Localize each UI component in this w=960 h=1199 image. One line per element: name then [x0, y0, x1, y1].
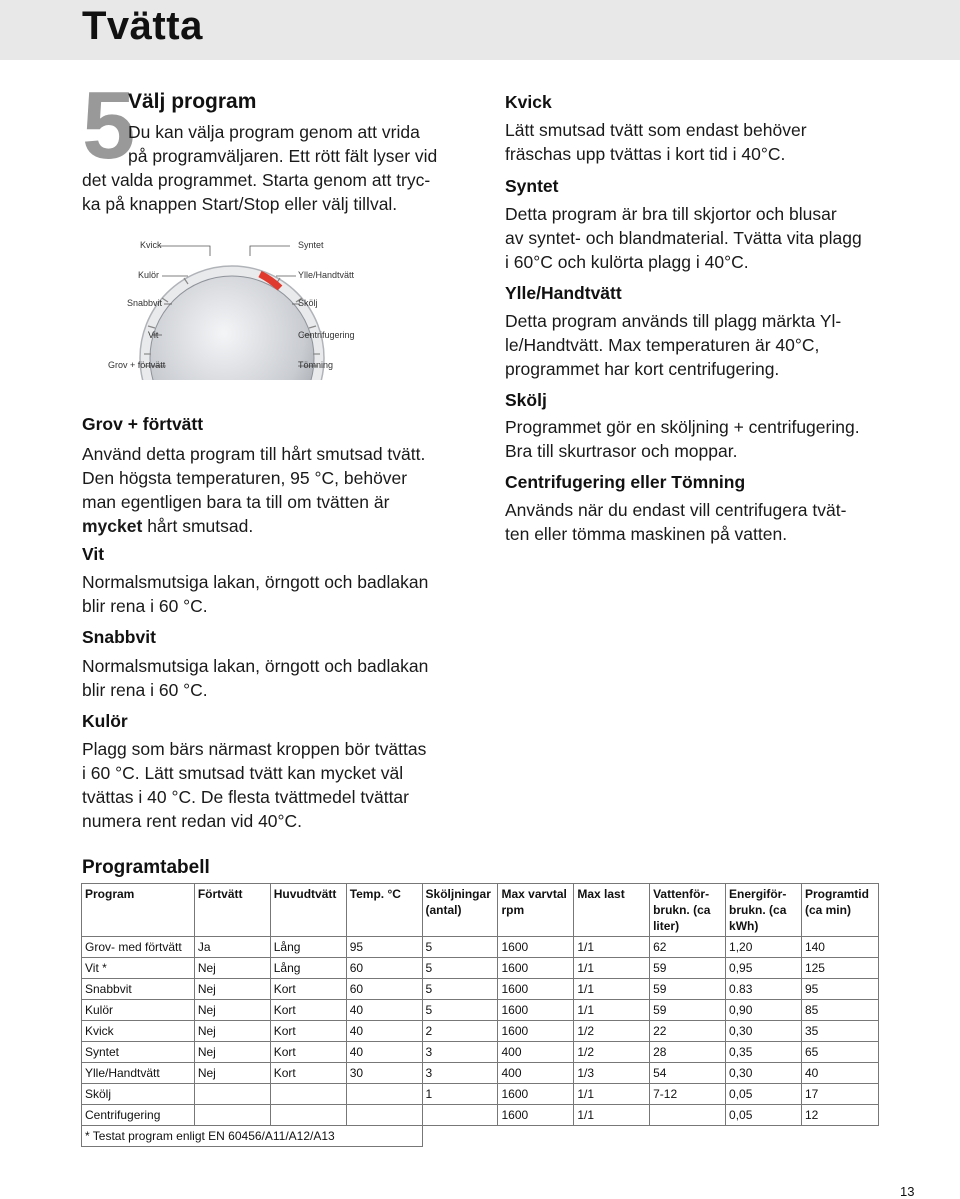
table-cell: 1600: [498, 958, 574, 979]
table-cell: 59: [650, 979, 726, 1000]
section-text-vit: [82, 570, 428, 618]
table-cell: 30: [346, 1063, 422, 1084]
section-heading-syntet: Syntet: [505, 176, 559, 196]
table-cell: Syntet: [82, 1042, 195, 1063]
table-cell: Nej: [194, 1042, 270, 1063]
table-cell: 400: [498, 1042, 574, 1063]
table-cell: 1,20: [726, 937, 802, 958]
dial-label-kvick: Kvick: [140, 240, 162, 250]
column-header: [801, 884, 878, 937]
section-heading-centrifugering: Centrifugering eller Tömning: [505, 472, 746, 492]
column-header-line: (ca min): [804, 903, 851, 917]
table-cell: Nej: [194, 979, 270, 1000]
table-cell: Kvick: [82, 1021, 195, 1042]
section-text-grov: [82, 442, 425, 538]
table-cell: 3: [422, 1042, 498, 1063]
table-cell: 40: [346, 1021, 422, 1042]
text-line: Bra till skurtrasor och moppar.: [505, 441, 738, 461]
column-header: [82, 884, 195, 937]
table-cell: 1600: [498, 1105, 574, 1126]
table-cell: 1/1: [574, 937, 650, 958]
table-row: [82, 979, 879, 1000]
text-line: le/Handtvätt. Max temperaturen är 40°C,: [505, 335, 820, 355]
text-line: Normalsmutsiga lakan, örngott och badlakan: [82, 572, 429, 592]
column-header: [346, 884, 422, 937]
table-cell: Nej: [194, 958, 270, 979]
table-cell: 1: [422, 1084, 498, 1105]
section-heading-kvick: Kvick: [505, 92, 552, 112]
table-cell: [270, 1084, 346, 1105]
table-cell: Grov- med förtvätt: [82, 937, 195, 958]
section-heading-vit: Vit: [82, 544, 105, 564]
table-cell: 1/1: [574, 979, 650, 1000]
table-cell: 0,05: [726, 1105, 802, 1126]
text-line: Lätt smutsad tvätt som endast behöver: [505, 120, 807, 140]
step-line: Du kan välja program genom att vrida: [128, 122, 420, 142]
table-cell: Kort: [270, 979, 346, 1000]
column-header: [270, 884, 346, 937]
table-cell: 1600: [498, 1000, 574, 1021]
table-cell: 1/2: [574, 1021, 650, 1042]
table-cell: 1600: [498, 1084, 574, 1105]
table-cell: 62: [650, 937, 726, 958]
table-cell: 85: [801, 1000, 878, 1021]
section-text-syntet: [505, 202, 862, 274]
table-cell: Kort: [270, 1063, 346, 1084]
text-line-rest: hårt smutsad.: [142, 516, 254, 536]
table-cell: 95: [801, 979, 878, 1000]
table-cell: 1/2: [574, 1042, 650, 1063]
section-text-kvick: [505, 118, 807, 166]
text-line: ten eller tömma maskinen på vatten.: [505, 524, 788, 544]
dial-label-kulor: Kulör: [138, 270, 160, 280]
table-row: [82, 1021, 879, 1042]
column-header-line: Huvudtvätt: [273, 887, 337, 901]
table-cell: Vit *: [82, 958, 195, 979]
table-cell: Ylle/Handtvätt: [82, 1063, 195, 1084]
table-cell: 140: [801, 937, 878, 958]
table-row: [82, 1042, 879, 1063]
dial-label-grov: Grov + förtvätt: [108, 360, 166, 370]
text-line: numera rent redan vid 40°C.: [82, 811, 303, 831]
text-line: fräschas upp tvättas i kort tid i 40°C.: [505, 144, 786, 164]
table-cell: Nej: [194, 1021, 270, 1042]
table-cell: 7-12: [650, 1084, 726, 1105]
table-body: [82, 937, 879, 1147]
table-footnote: * Testat program enligt EN 60456/A11/A12/A13: [82, 1126, 423, 1147]
table-cell: 0,90: [726, 1000, 802, 1021]
table-cell: 5: [422, 937, 498, 958]
column-header-line: Max last: [577, 887, 625, 901]
table-cell: 0.83: [726, 979, 802, 1000]
table-cell: Snabbvit: [82, 979, 195, 1000]
table-cell: 0,30: [726, 1063, 802, 1084]
table-cell: 40: [801, 1063, 878, 1084]
table-cell: Nej: [194, 1000, 270, 1021]
text-line: Används när du endast vill centrifugera tvät-: [505, 500, 847, 520]
header-row: [82, 884, 879, 937]
program-table: [81, 883, 879, 1147]
text-line: Plagg som bärs närmast kroppen bör tvättas: [82, 739, 427, 759]
table-cell: Kort: [270, 1042, 346, 1063]
emphasis-word: mycket: [82, 516, 143, 536]
table-cell: 1/1: [574, 1105, 650, 1126]
section-text-skolj: [505, 415, 860, 463]
table-row: [82, 1063, 879, 1084]
text-line: man egentligen bara ta till om tvätten är: [82, 492, 390, 512]
table-cell: [270, 1105, 346, 1126]
dial-label-skolj: Skölj: [298, 298, 318, 308]
dial-label-centrifugering: Centrifugering: [298, 330, 355, 340]
table-cell: [194, 1105, 270, 1126]
table-cell: 0,05: [726, 1084, 802, 1105]
table-cell: 65: [801, 1042, 878, 1063]
table-cell: 28: [650, 1042, 726, 1063]
column-header-line: brukn. (ca: [653, 903, 711, 917]
table-cell: [194, 1084, 270, 1105]
table-cell: 1/1: [574, 1084, 650, 1105]
table-cell: 1/3: [574, 1063, 650, 1084]
table-cell: 3: [422, 1063, 498, 1084]
table-cell: Nej: [194, 1063, 270, 1084]
text-line: i 60°C och kulörta plagg i 40°C.: [505, 252, 749, 272]
dial-label-vit: Vit: [148, 330, 159, 340]
step-line: på programväljaren. Ett rött fält lyser vid: [128, 146, 438, 166]
table-cell: 59: [650, 1000, 726, 1021]
dial-label-ylle: Ylle/Handtvätt: [298, 270, 355, 280]
text-line: av syntet- och blandmaterial. Tvätta vita plagg: [505, 228, 862, 248]
text-line: tvättas i 40 °C. De flesta tvättmedel tvättar: [82, 787, 409, 807]
table-row: [82, 1084, 879, 1105]
text-line: Detta program används till plagg märkta Yl-: [505, 311, 842, 331]
dial-label-snabbvit: Snabbvit: [127, 298, 163, 308]
table-cell: Skölj: [82, 1084, 195, 1105]
table-cell: 22: [650, 1021, 726, 1042]
dial-label-tomning: Tömning: [298, 360, 334, 370]
column-header-line: Energiför-: [729, 887, 787, 901]
table-cell: 12: [801, 1105, 878, 1126]
column-header: [422, 884, 498, 937]
column-header-line: Sköljningar: [425, 887, 491, 901]
table-cell: Kulör: [82, 1000, 195, 1021]
table-cell: Kort: [270, 1021, 346, 1042]
table-cell: 1/1: [574, 1000, 650, 1021]
table-cell: 5: [422, 958, 498, 979]
table-cell: 5: [422, 1000, 498, 1021]
column-header: [650, 884, 726, 937]
table-cell: 35: [801, 1021, 878, 1042]
table-cell: Lång: [270, 958, 346, 979]
table-title: Programtabell: [82, 857, 210, 878]
section-text-ylle: [505, 309, 841, 381]
section-heading-snabbvit: Snabbvit: [82, 627, 156, 647]
column-header: [726, 884, 802, 937]
table-cell: [346, 1084, 422, 1105]
step-body: [82, 120, 462, 216]
table-cell: Centrifugering: [82, 1105, 195, 1126]
table-cell: [650, 1105, 726, 1126]
column-header: [574, 884, 650, 937]
text-line: Den högsta temperaturen, 95 °C, behöver: [82, 468, 408, 488]
footnote-row: [82, 1126, 879, 1147]
section-heading-grov: Grov + förtvätt: [82, 414, 204, 434]
step-number: 5: [82, 72, 136, 179]
section-text-kulor: [82, 737, 426, 833]
text-line: Normalsmutsiga lakan, örngott och badlakan: [82, 656, 429, 676]
text-line: [82, 514, 425, 538]
section-heading-kulor: Kulör: [82, 711, 128, 731]
table-cell: 1600: [498, 1021, 574, 1042]
table-row: [82, 1000, 879, 1021]
table-cell: Lång: [270, 937, 346, 958]
table-cell: 0,30: [726, 1021, 802, 1042]
table-empty-cell: [422, 1126, 878, 1147]
table-cell: [422, 1105, 498, 1126]
table-cell: 0,35: [726, 1042, 802, 1063]
table-cell: 54: [650, 1063, 726, 1084]
column-header: [498, 884, 574, 937]
section-heading-skolj: Skölj: [505, 390, 547, 410]
page-number: 13: [900, 1184, 915, 1199]
table-cell: 1600: [498, 937, 574, 958]
section-heading-ylle: Ylle/Handtvätt: [505, 283, 622, 303]
text-line: programmet har kort centrifugering.: [505, 359, 780, 379]
table-cell: 40: [346, 1000, 422, 1021]
column-header-line: (antal): [425, 903, 462, 917]
column-header-line: Max varvtal: [501, 887, 567, 901]
text-line: Detta program är bra till skjortor och blusar: [505, 204, 837, 224]
table-header: [82, 884, 879, 937]
dial-label-syntet: Syntet: [298, 240, 324, 250]
table-cell: 5: [422, 979, 498, 1000]
text-line: blir rena i 60 °C.: [82, 680, 208, 700]
table-cell: 0,95: [726, 958, 802, 979]
column-header-line: Temp. °C: [349, 887, 401, 901]
table-cell: 125: [801, 958, 878, 979]
column-header-line: liter): [653, 919, 680, 933]
table-cell: 60: [346, 979, 422, 1000]
table-cell: 2: [422, 1021, 498, 1042]
table-cell: Kort: [270, 1000, 346, 1021]
table-row: [82, 958, 879, 979]
program-dial: [100, 230, 400, 380]
table-cell: 95: [346, 937, 422, 958]
column-header-line: Vattenför-: [653, 887, 710, 901]
column-header-line: Program: [85, 887, 135, 901]
table-cell: [346, 1105, 422, 1126]
table-cell: 60: [346, 958, 422, 979]
column-header-line: Förtvätt: [197, 887, 243, 901]
table-cell: 40: [346, 1042, 422, 1063]
column-header-line: kWh): [729, 919, 759, 933]
table-row: [82, 1105, 879, 1126]
column-header: [194, 884, 270, 937]
column-header-line: Programtid: [804, 887, 869, 901]
section-text-snabbvit: [82, 654, 428, 702]
table-cell: Ja: [194, 937, 270, 958]
text-line: Programmet gör en sköljning + centrifugering.: [505, 417, 860, 437]
text-line: blir rena i 60 °C.: [82, 596, 208, 616]
table-row: [82, 937, 879, 958]
step-line: ka på knappen Start/Stop eller välj tillval.: [82, 194, 398, 214]
column-header-line: rpm: [501, 903, 525, 917]
text-line: i 60 °C. Lätt smutsad tvätt kan mycket väl: [82, 763, 404, 783]
text-line: Använd detta program till hårt smutsad tvätt.: [82, 444, 426, 464]
table-cell: 400: [498, 1063, 574, 1084]
section-text-centrifugering: [505, 498, 846, 546]
step-line: det valda programmet. Starta genom att tryc-: [82, 170, 431, 190]
column-header-line: brukn. (ca: [729, 903, 787, 917]
table-cell: 1/1: [574, 958, 650, 979]
table-cell: 1600: [498, 979, 574, 1000]
page-title: Tvätta: [82, 4, 203, 48]
table-cell: 59: [650, 958, 726, 979]
table-cell: 17: [801, 1084, 878, 1105]
step-heading: Välj program: [128, 90, 257, 113]
